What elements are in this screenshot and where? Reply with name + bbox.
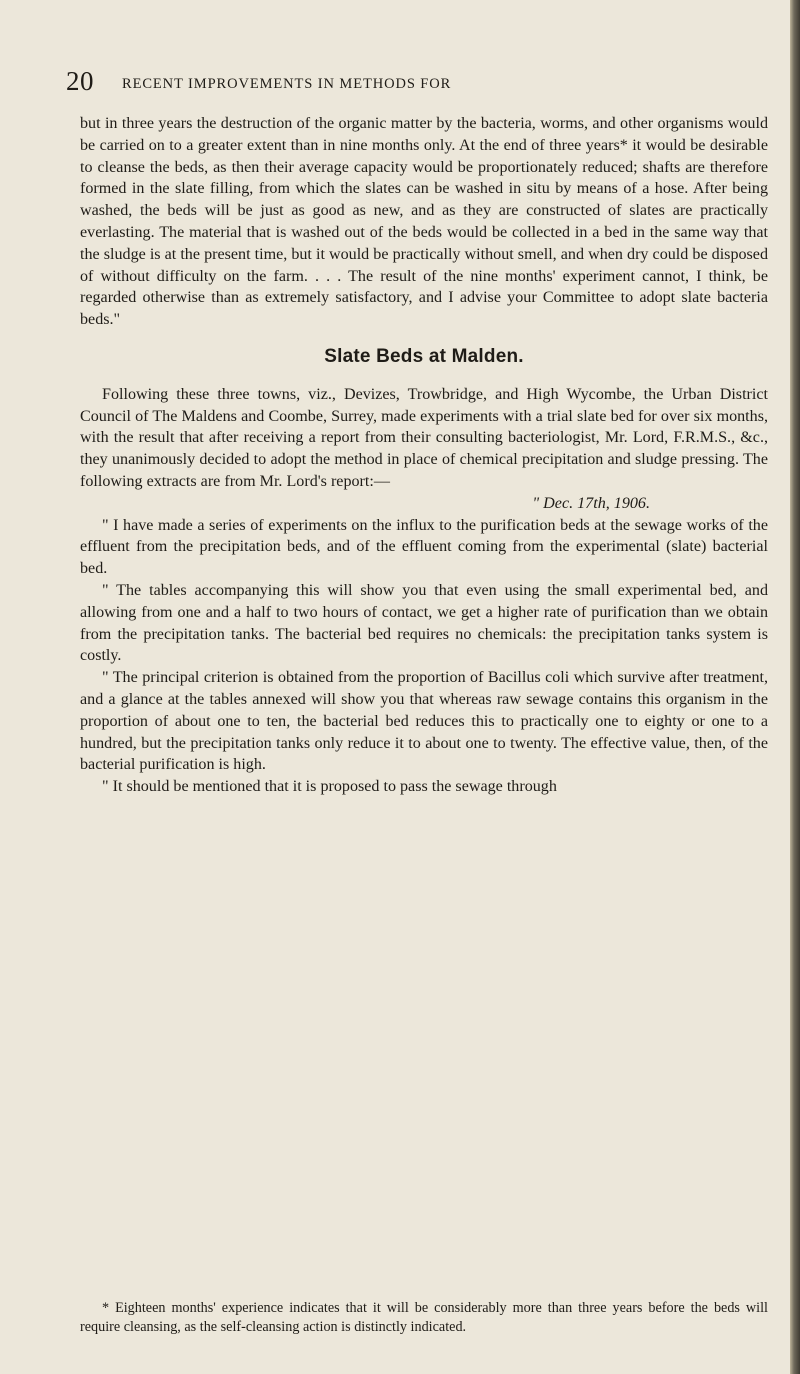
page-edge-shadow: [790, 0, 800, 1374]
report-paragraph-3: " The principal criterion is obtained from the proportion of Bacillus coli which survive after treatment, and a glance at the tables annexed will show you that whereas raw sewage contains this organism in the proportion of about one to ten, the bacterial bed reduces this to practically one to eighty or one to a hundred, but the precipitation tanks only reduce it to about one to twenty. The effective value, then, of the bacterial purification is high.: [80, 669, 768, 774]
report-paragraph-2: " The tables accompanying this will show you that even using the small experimental bed, and allowing from one and a half to two hours of contact, we get a higher rate of purification than we obtain from the precipitation tanks. The bacterial bed requires no chemicals: the precipitation tanks system is costly.: [80, 581, 768, 665]
page-header: [66, 66, 756, 108]
report-paragraph-4: " It should be mentioned that it is proposed to pass the sewage through: [102, 778, 557, 796]
running-head: RECENT IMPROVEMENTS IN METHODS FOR: [122, 76, 452, 92]
page-number: 20: [66, 66, 94, 96]
footnote: [80, 1299, 768, 1337]
continuation-paragraph: but in three years the destruction of the organic matter by the bacteria, worms, and other organisms would be carried on to a greater extent than in nine months only. At the end of three years* it would be desirable to cleanse the beds, as then their average capacity would be proportionately reduced; shafts are therefore formed in the slate filling, from which the slates can be washed in situ by means of a hose. After being washed, the beds will be just as good as new, and as they are constructed of slates are practically everlasting. The material that is washed out of the beds would be collected in a bed in the same way that the sludge is at the present time, but it would be practically without smell, and when dry could be disposed of without difficulty on the farm. . . . The result of the nine months' experiment cannot, I think, be regarded otherwise than as extremely satisfactory, and I advise your Committee to adopt slate bacteria beds.": [80, 115, 768, 329]
footnote-text: * Eighteen months' experience indicates that it will be considerably more than three years before the beds will require cleansing, as the self-cleansing action is distinctly indicated.: [80, 1300, 768, 1335]
section-intro-paragraph: Following these three towns, viz., Devizes, Trowbridge, and High Wycombe, the Urban District Council of The Maldens and Coombe, Surrey, made experiments with a trial slate bed for over six months, with the result that after receiving a report from their consulting bacteriologist, Mr. Lord, F.R.M.S., &c., they unanimously decided to adopt the method in place of chemical precipitation and sludge pressing. The following extracts are from Mr. Lord's report:—: [80, 385, 768, 490]
section-heading: Slate Beds at Malden.: [324, 345, 524, 367]
report-date: " Dec. 17th, 1906.: [532, 494, 650, 512]
body-text: [80, 113, 768, 798]
report-paragraph-1: " I have made a series of experiments on the influx to the purification beds at the sewage works of the effluent from the precipitation beds, and of the effluent coming from the experimental (slate) bacterial bed.: [80, 516, 768, 578]
